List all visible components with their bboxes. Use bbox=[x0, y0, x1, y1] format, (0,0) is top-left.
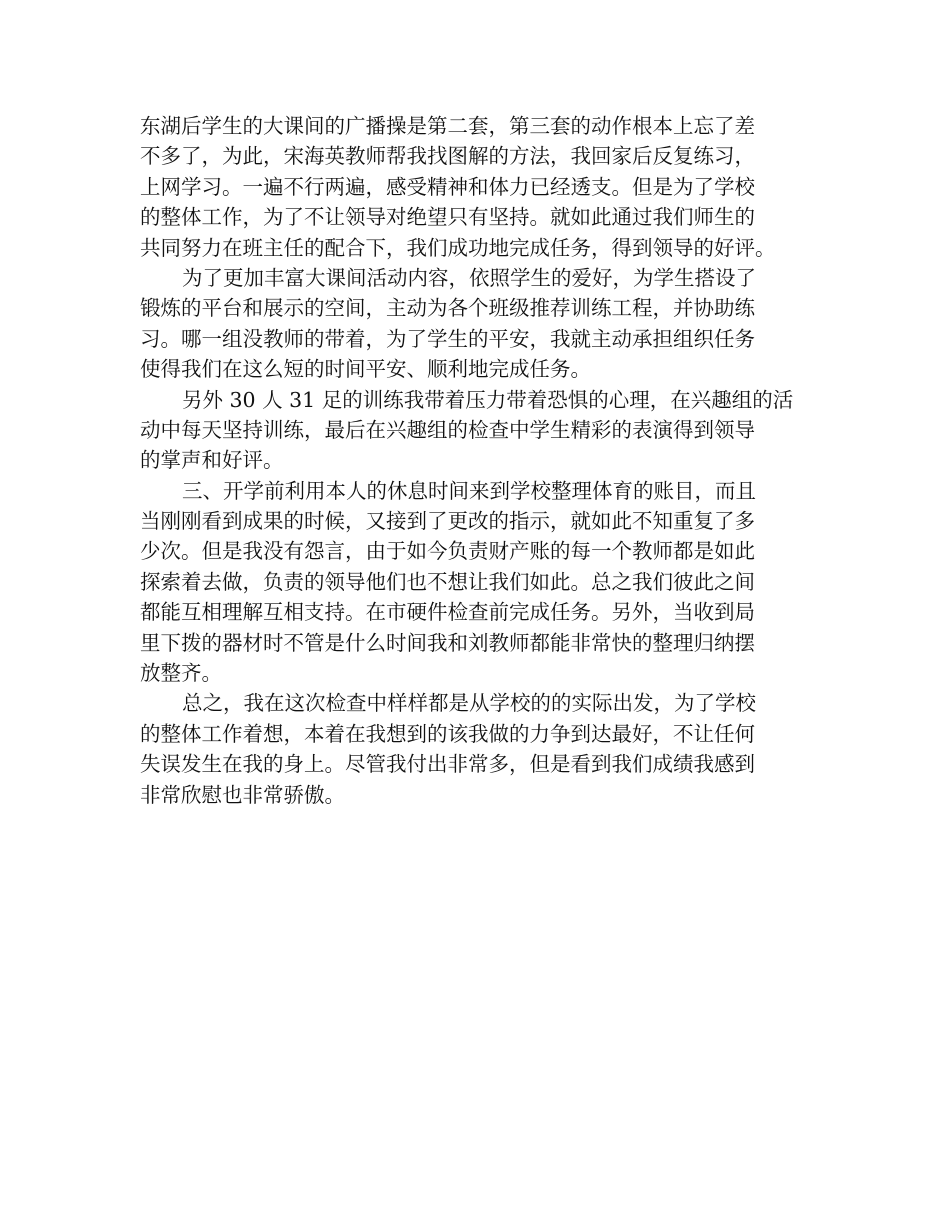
text-line: 的整体工作，为了不让领导对绝望只有坚持。就如此通过我们师生的 bbox=[140, 205, 755, 230]
text-line: 里下拨的器材时不管是什么时间我和刘教师都能非常快的整理归纳摆 bbox=[140, 630, 755, 655]
text-line: 东湖后学生的大课间的广播操是第二套，第三套的动作根本上忘了差 bbox=[140, 114, 755, 138]
paragraph-2 bbox=[140, 263, 820, 385]
text-line: 放整齐。 bbox=[140, 661, 222, 686]
text-line: 失误发生在我的身上。尽管我付出非常多，但是看到我们成绩我感到 bbox=[140, 752, 755, 777]
text-line: 共同努力在班主任的配合下，我们成功地完成任务，得到领导的好评。 bbox=[140, 235, 776, 260]
text-line: 都能互相理解互相支持。在市硬件检查前完成任务。另外，当收到局 bbox=[140, 600, 755, 625]
text-line: 当刚刚看到成果的时候，又接到了更改的指示，就如此不知重复了多 bbox=[140, 509, 755, 534]
text-line: 少次。但是我没有怨言，由于如今负责财产账的每一个教师都是如此 bbox=[140, 539, 755, 564]
text-line: 锻炼的平台和展示的空间，主动为各个班级推荐训练工程，并协助练 bbox=[140, 296, 755, 321]
text-line: 使得我们在这么短的时间平安、顺利地完成任务。 bbox=[140, 357, 591, 382]
text-line: 非常欣慰也非常骄傲。 bbox=[140, 782, 345, 807]
text-line: 的整体工作着想，本着在我想到的该我做的力争到达最好，不让任何 bbox=[140, 721, 755, 746]
text-line: 上网学习。一遍不行两遍，感受精神和体力已经透支。但是为了学校 bbox=[140, 174, 755, 199]
text-line: 另外 30 人 31 足的训练我带着压力带着恐惧的心理，在兴趣组的活 bbox=[182, 387, 794, 412]
paragraph-5 bbox=[140, 688, 820, 810]
paragraph-1 bbox=[140, 111, 820, 263]
document-body bbox=[140, 111, 820, 810]
paragraph-3 bbox=[140, 385, 820, 476]
paragraph-4 bbox=[140, 476, 820, 689]
text-line: 探索着去做，负责的领导他们也不想让我们如此。总之我们彼此之间 bbox=[140, 569, 755, 594]
text-line: 习。哪一组没教师的带着，为了学生的平安，我就主动承担组织任务 bbox=[140, 326, 755, 351]
text-line: 三、开学前利用本人的休息时间来到学校整理体育的账目，而且 bbox=[182, 478, 756, 503]
text-line: 总之，我在这次检查中样样都是从学校的的实际出发，为了学校 bbox=[182, 691, 756, 716]
text-line: 动中每天坚持训练，最后在兴趣组的检查中学生精彩的表演得到领导 bbox=[140, 417, 755, 442]
text-line: 的掌声和好评。 bbox=[140, 448, 284, 473]
text-line: 不多了，为此，宋海英教师帮我找图解的方法，我回家后反复练习， bbox=[140, 144, 755, 169]
text-line: 为了更加丰富大课间活动内容，依照学生的爱好，为学生搭设了 bbox=[182, 265, 756, 290]
